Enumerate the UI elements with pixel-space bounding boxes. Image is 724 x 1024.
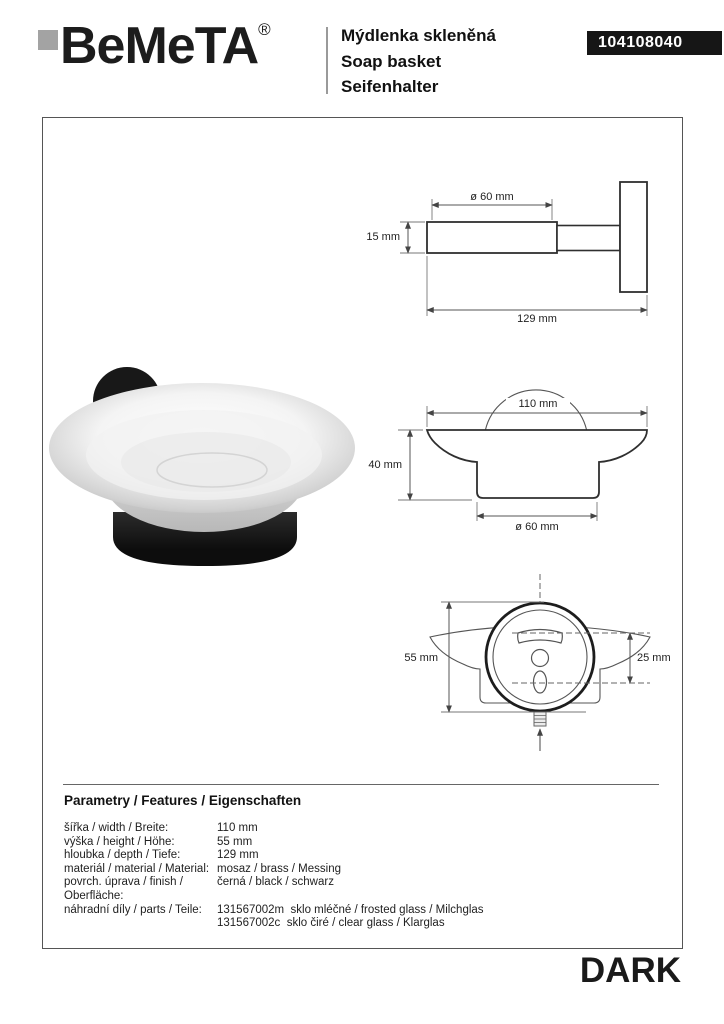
product-title-en: Soap basket xyxy=(341,51,442,71)
dim-label-side-height: 15 mm xyxy=(366,231,400,243)
param-label: výška / height / Höhe: xyxy=(64,835,175,848)
param-value: 129 mm xyxy=(217,849,259,862)
back-view-drawing xyxy=(430,574,650,751)
dim-label-back-spacing: 25 mm xyxy=(637,652,671,664)
dim-label-front-height: 40 mm xyxy=(368,459,402,471)
param-value: 131567002m sklo mléčné / frosted glass / Milchglas xyxy=(217,903,484,916)
param-value: černá / black / schwarz xyxy=(217,876,334,889)
product-title-cs: Mýdlenka skleněná xyxy=(341,26,496,45)
series-name: DARK xyxy=(579,951,681,990)
param-row-material xyxy=(64,863,484,877)
param-value: 110 mm xyxy=(217,822,258,834)
param-value: 131567002c sklo čiré / clear glass / Klarglas xyxy=(217,917,445,930)
registered-mark: ® xyxy=(258,20,271,39)
parameters-table xyxy=(64,822,484,931)
product-photo xyxy=(49,367,355,566)
dim-label-back-height: 55 mm xyxy=(404,652,438,664)
param-row-width xyxy=(64,822,484,836)
product-titles xyxy=(341,23,496,100)
param-label: šířka / width / Breite: xyxy=(64,822,169,834)
dim-label-side-diameter: ø 60 mm xyxy=(470,191,514,203)
param-row-parts-2 xyxy=(64,917,484,931)
parameters-heading: Parametry / Features / Eigenschaften xyxy=(64,793,302,808)
param-label: materiál / material / Material: xyxy=(64,862,210,875)
param-label: hloubka / depth / Tiefe: xyxy=(64,849,181,862)
dim-label-front-base: ø 60 mm xyxy=(515,521,559,533)
product-code-badge: 104108040 xyxy=(587,31,722,55)
param-label xyxy=(64,917,217,931)
product-title-de: Seifenhalter xyxy=(341,77,439,96)
param-row-finish xyxy=(64,876,484,903)
param-label: povrch. úprava / finish / Oberfläche: xyxy=(64,876,183,902)
param-row-depth xyxy=(64,849,484,863)
header-divider xyxy=(326,27,328,94)
brand-name: BeMeTA xyxy=(60,17,259,75)
param-row-height xyxy=(64,836,484,850)
param-value: mosaz / brass / Messing xyxy=(217,862,341,875)
param-label: náhradní díly / parts / Teile: xyxy=(64,903,202,916)
parameters-divider xyxy=(63,784,659,785)
logo-square-icon xyxy=(38,30,58,50)
brand-logo xyxy=(60,17,271,75)
dim-label-side-depth: 129 mm xyxy=(517,313,557,325)
side-view-drawing xyxy=(400,182,647,316)
param-row-parts-1 xyxy=(64,904,484,918)
dim-label-front-width: 110 mm xyxy=(506,398,570,410)
param-value: 55 mm xyxy=(217,835,253,848)
